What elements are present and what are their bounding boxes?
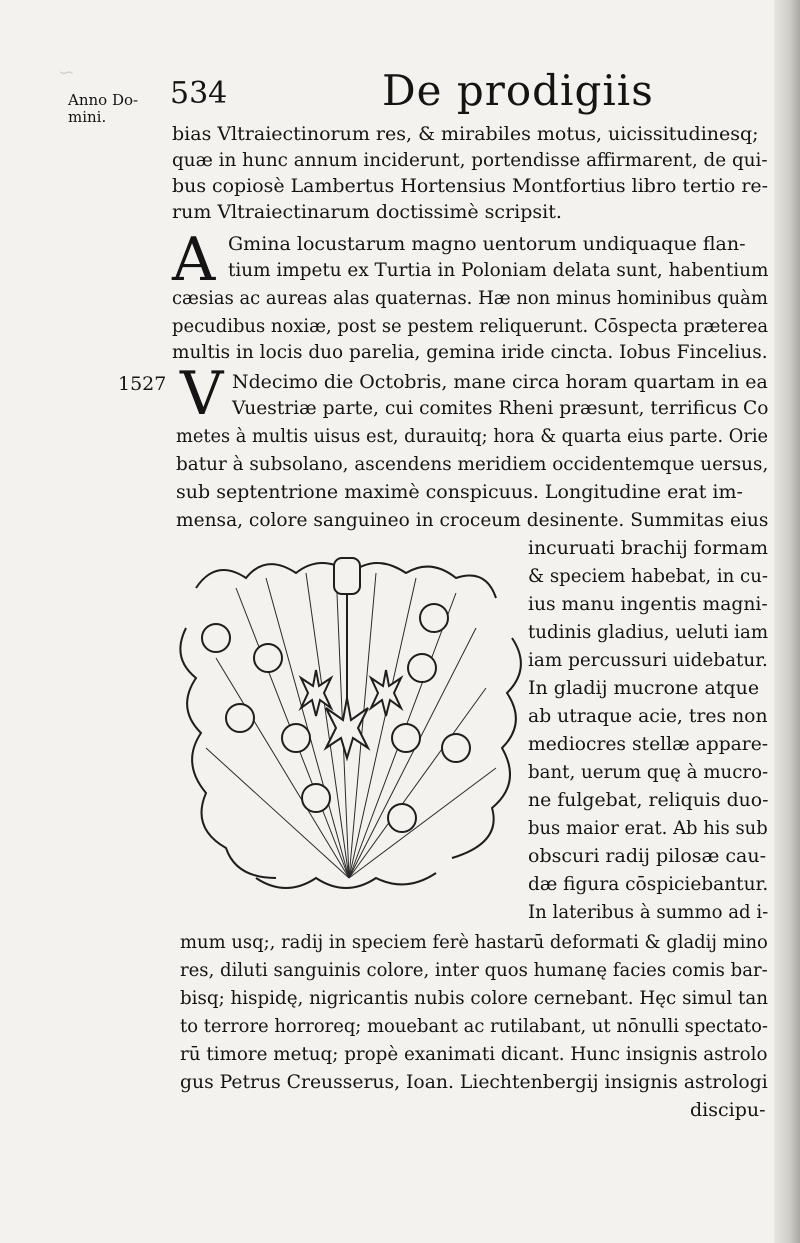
- text-line: Ndecimo die Octobris, mane circa horam quartam in ea: [232, 371, 768, 393]
- text-line: bus maior erat. Ab his sub: [528, 817, 768, 839]
- text-line: Vuestriæ parte, cui comites Rheni præsunt, terrificus Co: [232, 397, 769, 419]
- text-line: pecudibus noxiæ, post se pestem reliquerunt. Cōspecta præterea: [172, 315, 769, 337]
- text-line: incuruati brachij formam: [528, 537, 768, 559]
- text-line: iam percussuri uidebatur.: [528, 649, 768, 671]
- bleed-through-text: ∽: [58, 60, 75, 84]
- text-line: In lateribus à summo ad i-: [528, 901, 769, 923]
- text-line: mum usq;, radij in speciem ferè hastarū deformati & gladij mino: [180, 931, 768, 953]
- text-line: res, diluti sanguinis colore, inter quos humanę facies comis bar-: [180, 959, 768, 981]
- text-line: Gmina locustarum magno uentorum undiquaque flan-: [228, 233, 746, 255]
- text-line: to terrore horroreq; mouebant ac rutilabant, ut nōnulli spectato-: [180, 1015, 768, 1037]
- text-line: rum Vltraiectinarum doctissimè scripsit.: [172, 201, 562, 223]
- text-line: bisq; hispidę, nigricantis nubis colore cernebant. Hęc simul tan: [180, 987, 768, 1009]
- text-line: metes à multis uisus est, durauitq; hora & quarta eius parte. Orie: [176, 425, 769, 447]
- margin-note-line: Anno Do-: [68, 91, 139, 109]
- text-line: gus Petrus Creusserus, Ioan. Liechtenbergij insignis astrologi: [180, 1071, 768, 1093]
- text-line: dæ figura cōspiciebantur.: [528, 873, 769, 895]
- page-edge: [774, 0, 800, 1243]
- text-line: tium impetu ex Turtia in Poloniam delata sunt, habentium: [228, 259, 769, 281]
- text-line: tudinis gladius, ueluti iam: [528, 621, 769, 643]
- text-line: cæsias ac aureas alas quaternas. Hæ non minus hominibus quàm: [172, 287, 768, 309]
- drop-cap: V: [180, 359, 224, 429]
- text-line: ius manu ingentis magni-: [528, 593, 768, 615]
- text-line: batur à subsolano, ascendens meridiem occidentemque uersus,: [176, 453, 769, 475]
- text-line: In gladij mucrone atque: [528, 677, 760, 699]
- text-line: sub septentrione maximè conspicuus. Longitudine erat im-: [176, 481, 743, 503]
- text-line: ab utraque acie, tres non: [528, 705, 768, 727]
- text-line: bias Vltraiectinorum res, & mirabiles motus, uicissitudinesq;: [172, 123, 759, 145]
- text-line: rū timore metuq; propè exanimati dicant. Hunc insignis astrolo: [180, 1043, 768, 1065]
- text-line: obscuri radij pilosæ cau-: [528, 845, 767, 867]
- comet-woodcut-illustration: [176, 548, 522, 894]
- text-line: multis in locis duo parelia, gemina iride cincta. Iobus Fincelius.: [172, 341, 768, 363]
- margin-year: 1527: [118, 373, 167, 395]
- text-line: & speciem habebat, in cu-: [528, 565, 768, 587]
- margin-note-line: mini.: [68, 108, 107, 126]
- text-line: ne fulgebat, reliquis duo-: [528, 789, 769, 811]
- catchword: discipu-: [690, 1099, 766, 1121]
- text-line: quæ in hunc annum inciderunt, portendisse affirmarent, de qui-: [172, 149, 768, 171]
- text-line: mediocres stellæ appare-: [528, 733, 769, 755]
- running-head: De prodigiis: [382, 66, 654, 115]
- text-line: bant, uerum quę à mucro-: [528, 761, 769, 783]
- text-line: mensa, colore sanguineo in croceum desinente. Summitas eius: [176, 509, 769, 531]
- page-number: 534: [170, 76, 228, 111]
- text-line: bus copiosè Lambertus Hortensius Montfortius libro tertio re-: [172, 175, 768, 197]
- drop-cap: A: [172, 225, 216, 295]
- margin-note-year-label: [68, 92, 138, 126]
